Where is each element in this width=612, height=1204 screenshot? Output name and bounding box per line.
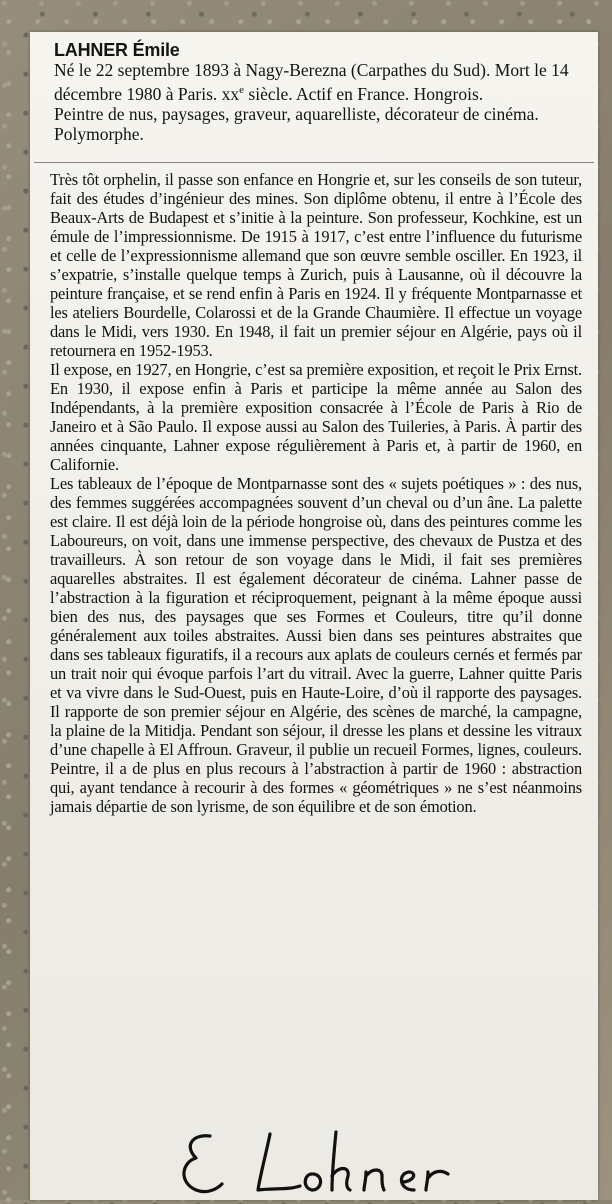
life-dates-part-2: siècle. Actif en France. Hongrois. [244,83,484,104]
artist-name: LAHNER Émile [54,40,180,60]
signature-text: E Lahner [170,1124,174,1125]
paragraph-early-life: Très tôt orphelin, il passe son enfance en Hongrie et, sur les conseils de son tuteur, fait des études d’ingénieur des mines. Son diplôme obtenu, il entre à l’École des Beaux-Arts de Budapest et s’initie à la peinture. Son professeur, Kochkine, est un émule de l’impressionnisme. De 1915 à 1917, c’est entre l’influence du futurisme et celle de l’expressionnisme allemand que son œuvre semble osciller. En 1923, il s’expatrie, s’installe quelque temps à Zurich, puis à Lausanne, où il découvre la peinture française, et se rend enfin à Paris en 1924. Il y fréquente Montparnasse et les ateliers Bourdelle, Colarossi et de la Grande Chaumière. Il effectue un voyage dans le Midi, vers 1930. En 1948, il fait un premier séjour en Algérie, pays où il retournera en 1952-1953. [50,170,582,360]
biography-card [30,32,598,1200]
life-dates-part-1: Né le 22 septembre 1893 à Nagy-Berezna (Carpathes du Sud). Mort le 14 décembre 1980 à Paris. [54,60,569,104]
header-divider [34,162,594,163]
biography-body [50,170,582,816]
biography-header [54,40,578,144]
paragraph-works: Les tableaux de l’époque de Montparnasse sont des « sujets poétiques » : des nus, des femmes suggérées accompagnées souvent d’un cheval ou d’un âne. La palette est claire. Il est déjà loin de la période hongroise où, dans des peintures comme les Laboureurs, on voit, dans une immense perspective, des chevaux de Pustza et des travailleurs. À son retour de son voyage dans le Midi, il fait ses premières aquarelles abstraites. Il est également décorateur de cinéma. Lahner passe de l’abstraction à la figuration et réciproquement, peignant à la même époque aussi bien des nus, des paysages que ses Formes et Couleurs, titre qu’il donne généralement aux toiles abstraites. Aussi bien dans ses peintures abstraites que dans ses tableaux figuratifs, il a recours aux aplats de couleurs cernés et fermés par un trait noir qui évoque parfois l’art du vitrail. Avec la guerre, Lahner quitte Paris et va vivre dans le Sud-Ouest, puis en Haute-Loire, d’où il rapporte des paysages. Il rapporte de son premier séjour en Algérie, des scènes de marché, la campagne, la plaine de la Mitidja. Pendant son séjour, il dresse les plans et dessine les vitraux d’une chapelle à El Affroun. Graveur, il publie un recueil Formes, lignes, couleurs. Peintre, il a de plus en plus recours à l’abstraction à partir de 1960 : abstraction qui, ayant tendance à recourir à des formes « géométriques » ne s’est néanmoins jamais départie de son lyrisme, de son équilibre et de son émotion. [50,474,582,816]
century-superscript: e [239,84,245,96]
artist-roles: Peintre de nus, paysages, graveur, aquarelliste, décorateur de cinéma. Polymorphe. [54,103,539,144]
paragraph-exhibitions: Il expose, en 1927, en Hongrie, c’est sa première exposition, et reçoit le Prix Ernst. En 1930, il expose enfin à Paris et participe la même année au Salon des Indépendants, à la première exposition consacrée à l’École de Paris à Rio de Janeiro et à São Paulo. Il expose aussi au Salon des Tuileries, à Paris. À partir des années cinquante, Lahner expose régulièrement à Paris et, à partir de 1960, en Californie. [50,360,582,474]
life-dates [54,60,578,104]
century-numeral: xx [221,83,240,104]
signature [170,1124,530,1204]
